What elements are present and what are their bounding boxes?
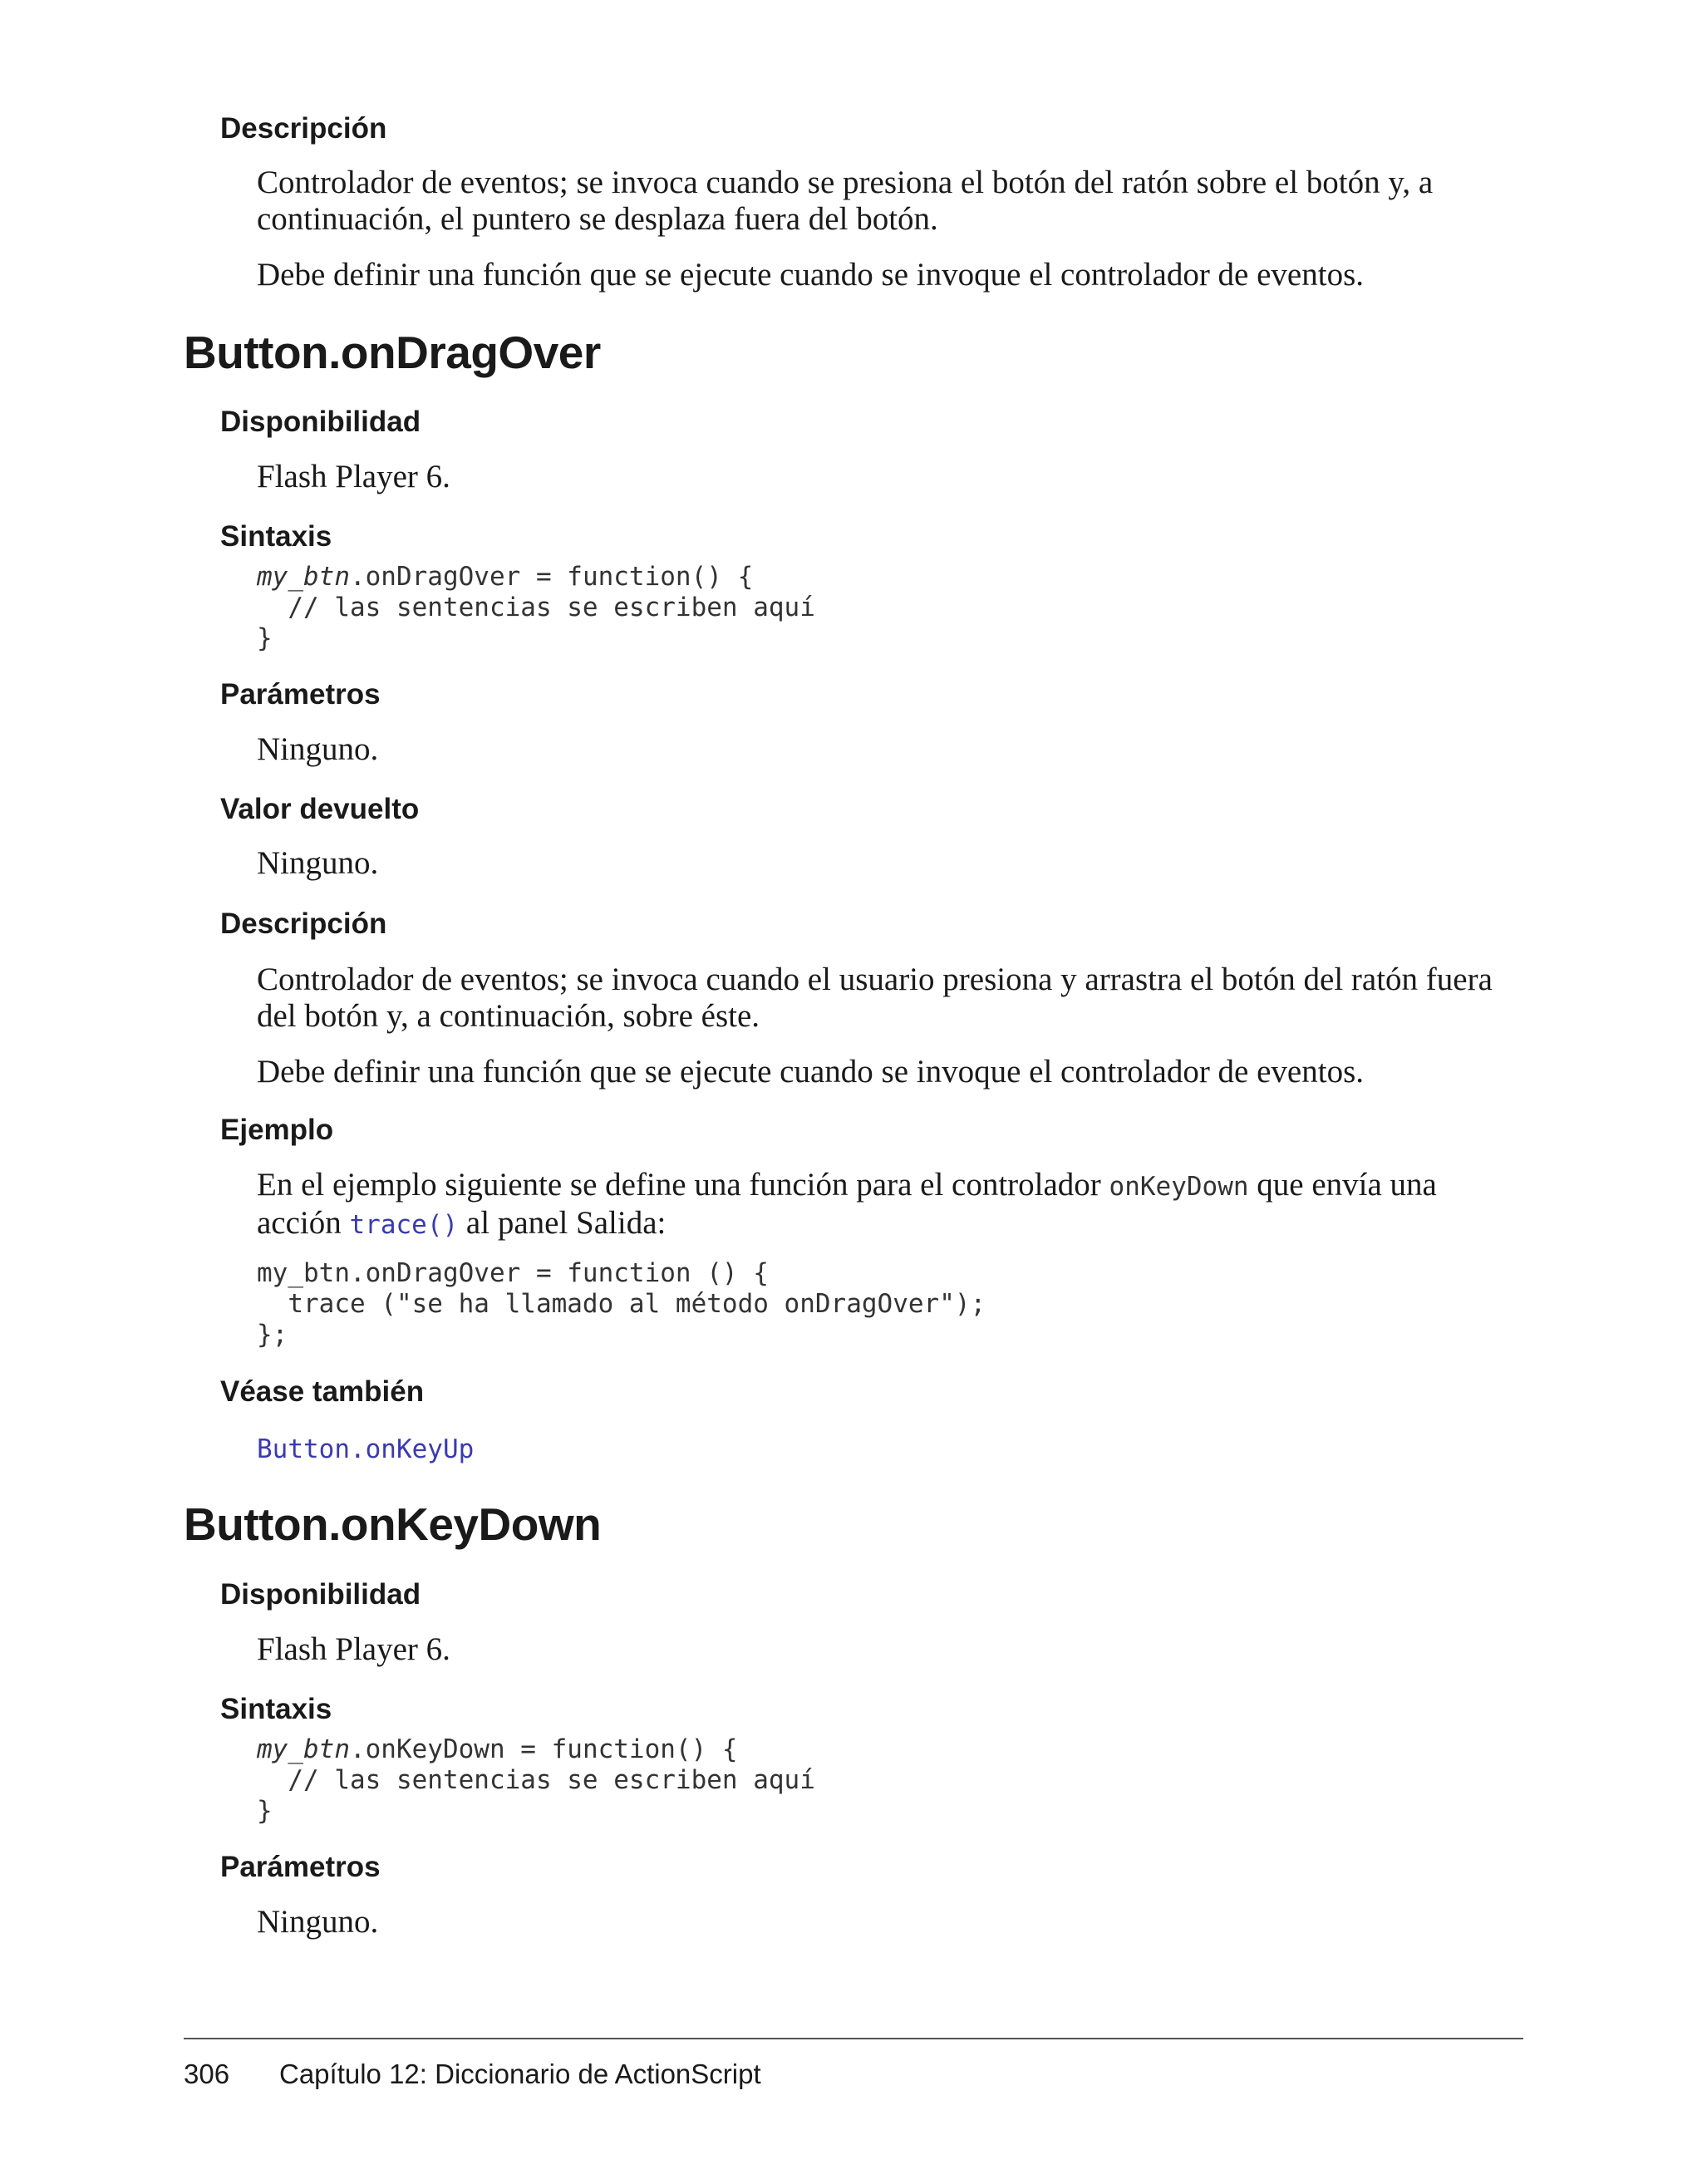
syntax-line: .onDragOver = function() { xyxy=(349,562,754,592)
syntax-line: } xyxy=(257,1796,273,1826)
description-paragraph: Debe definir una función que se ejecute cuando se invoque el controlador de eventos. xyxy=(257,1054,1364,1090)
availability-text: Flash Player 6. xyxy=(257,459,450,494)
description-paragraph: Debe definir una función que se ejecute cuando se invoque el controlador de eventos. xyxy=(257,257,1364,293)
availability-text: Flash Player 6. xyxy=(257,1631,450,1667)
description-heading: Descripción xyxy=(220,908,387,940)
syntax-object: my_btn xyxy=(257,1734,350,1764)
syntax-object: my_btn xyxy=(257,562,350,592)
description-heading: Descripción xyxy=(220,112,387,145)
trace-link[interactable]: trace() xyxy=(349,1210,459,1240)
parameters-heading: Parámetros xyxy=(220,678,381,711)
example-paragraph xyxy=(257,1167,1520,1243)
parameters-text: Ninguno. xyxy=(257,1904,379,1940)
chapter-title: Capítulo 12: Diccionario de ActionScript xyxy=(279,2059,761,2089)
footer-divider xyxy=(184,2038,1523,2039)
syntax-code-block xyxy=(257,1734,815,1827)
see-also-paragraph xyxy=(257,1429,1520,1468)
syntax-heading: Sintaxis xyxy=(220,520,332,553)
parameters-heading: Parámetros xyxy=(220,1851,381,1883)
see-also-heading: Véase también xyxy=(220,1375,425,1408)
syntax-heading: Sintaxis xyxy=(220,1693,332,1725)
syntax-line: .onKeyDown = function() { xyxy=(349,1734,738,1764)
example-heading: Ejemplo xyxy=(220,1114,334,1146)
return-value-text: Ninguno. xyxy=(257,845,379,881)
description-paragraph: Controlador de eventos; se invoca cuando el usuario presiona y arrastra el botón del ratón fuera del botón y, a continuación, sobre éste. xyxy=(257,962,1493,1034)
availability-heading: Disponibilidad xyxy=(220,406,421,438)
return-value-heading: Valor devuelto xyxy=(220,793,420,825)
syntax-line: // las sentencias se escriben aquí xyxy=(257,593,815,622)
parameters-text: Ninguno. xyxy=(257,731,379,767)
example-text: En el ejemplo siguiente se define una función para el controlador xyxy=(257,1167,1109,1203)
page-number: 306 xyxy=(184,2059,230,2089)
section-title-onkeydown: Button.onKeyDown xyxy=(184,1498,602,1550)
example-text: que envía una acción xyxy=(257,1167,1437,1241)
description-paragraph: Controlador de eventos; se invoca cuando se presiona el botón del ratón sobre el botón y, a continuación, el puntero se desplaza fuera del botón. xyxy=(257,165,1434,237)
button-onkeyup-link[interactable]: Button.onKeyUp xyxy=(257,1434,475,1464)
section-title-ondragover: Button.onDragOver xyxy=(184,327,601,378)
example-text: al panel Salida: xyxy=(458,1205,667,1241)
availability-heading: Disponibilidad xyxy=(220,1578,421,1611)
syntax-line: // las sentencias se escriben aquí xyxy=(257,1765,815,1795)
syntax-code-block xyxy=(257,562,815,654)
syntax-line: } xyxy=(257,623,273,653)
inline-code: onKeyDown xyxy=(1109,1172,1249,1202)
example-code-block: my_btn.onDragOver = function () { trace ("se ha llamado al método onDragOver"); }; xyxy=(257,1258,986,1350)
